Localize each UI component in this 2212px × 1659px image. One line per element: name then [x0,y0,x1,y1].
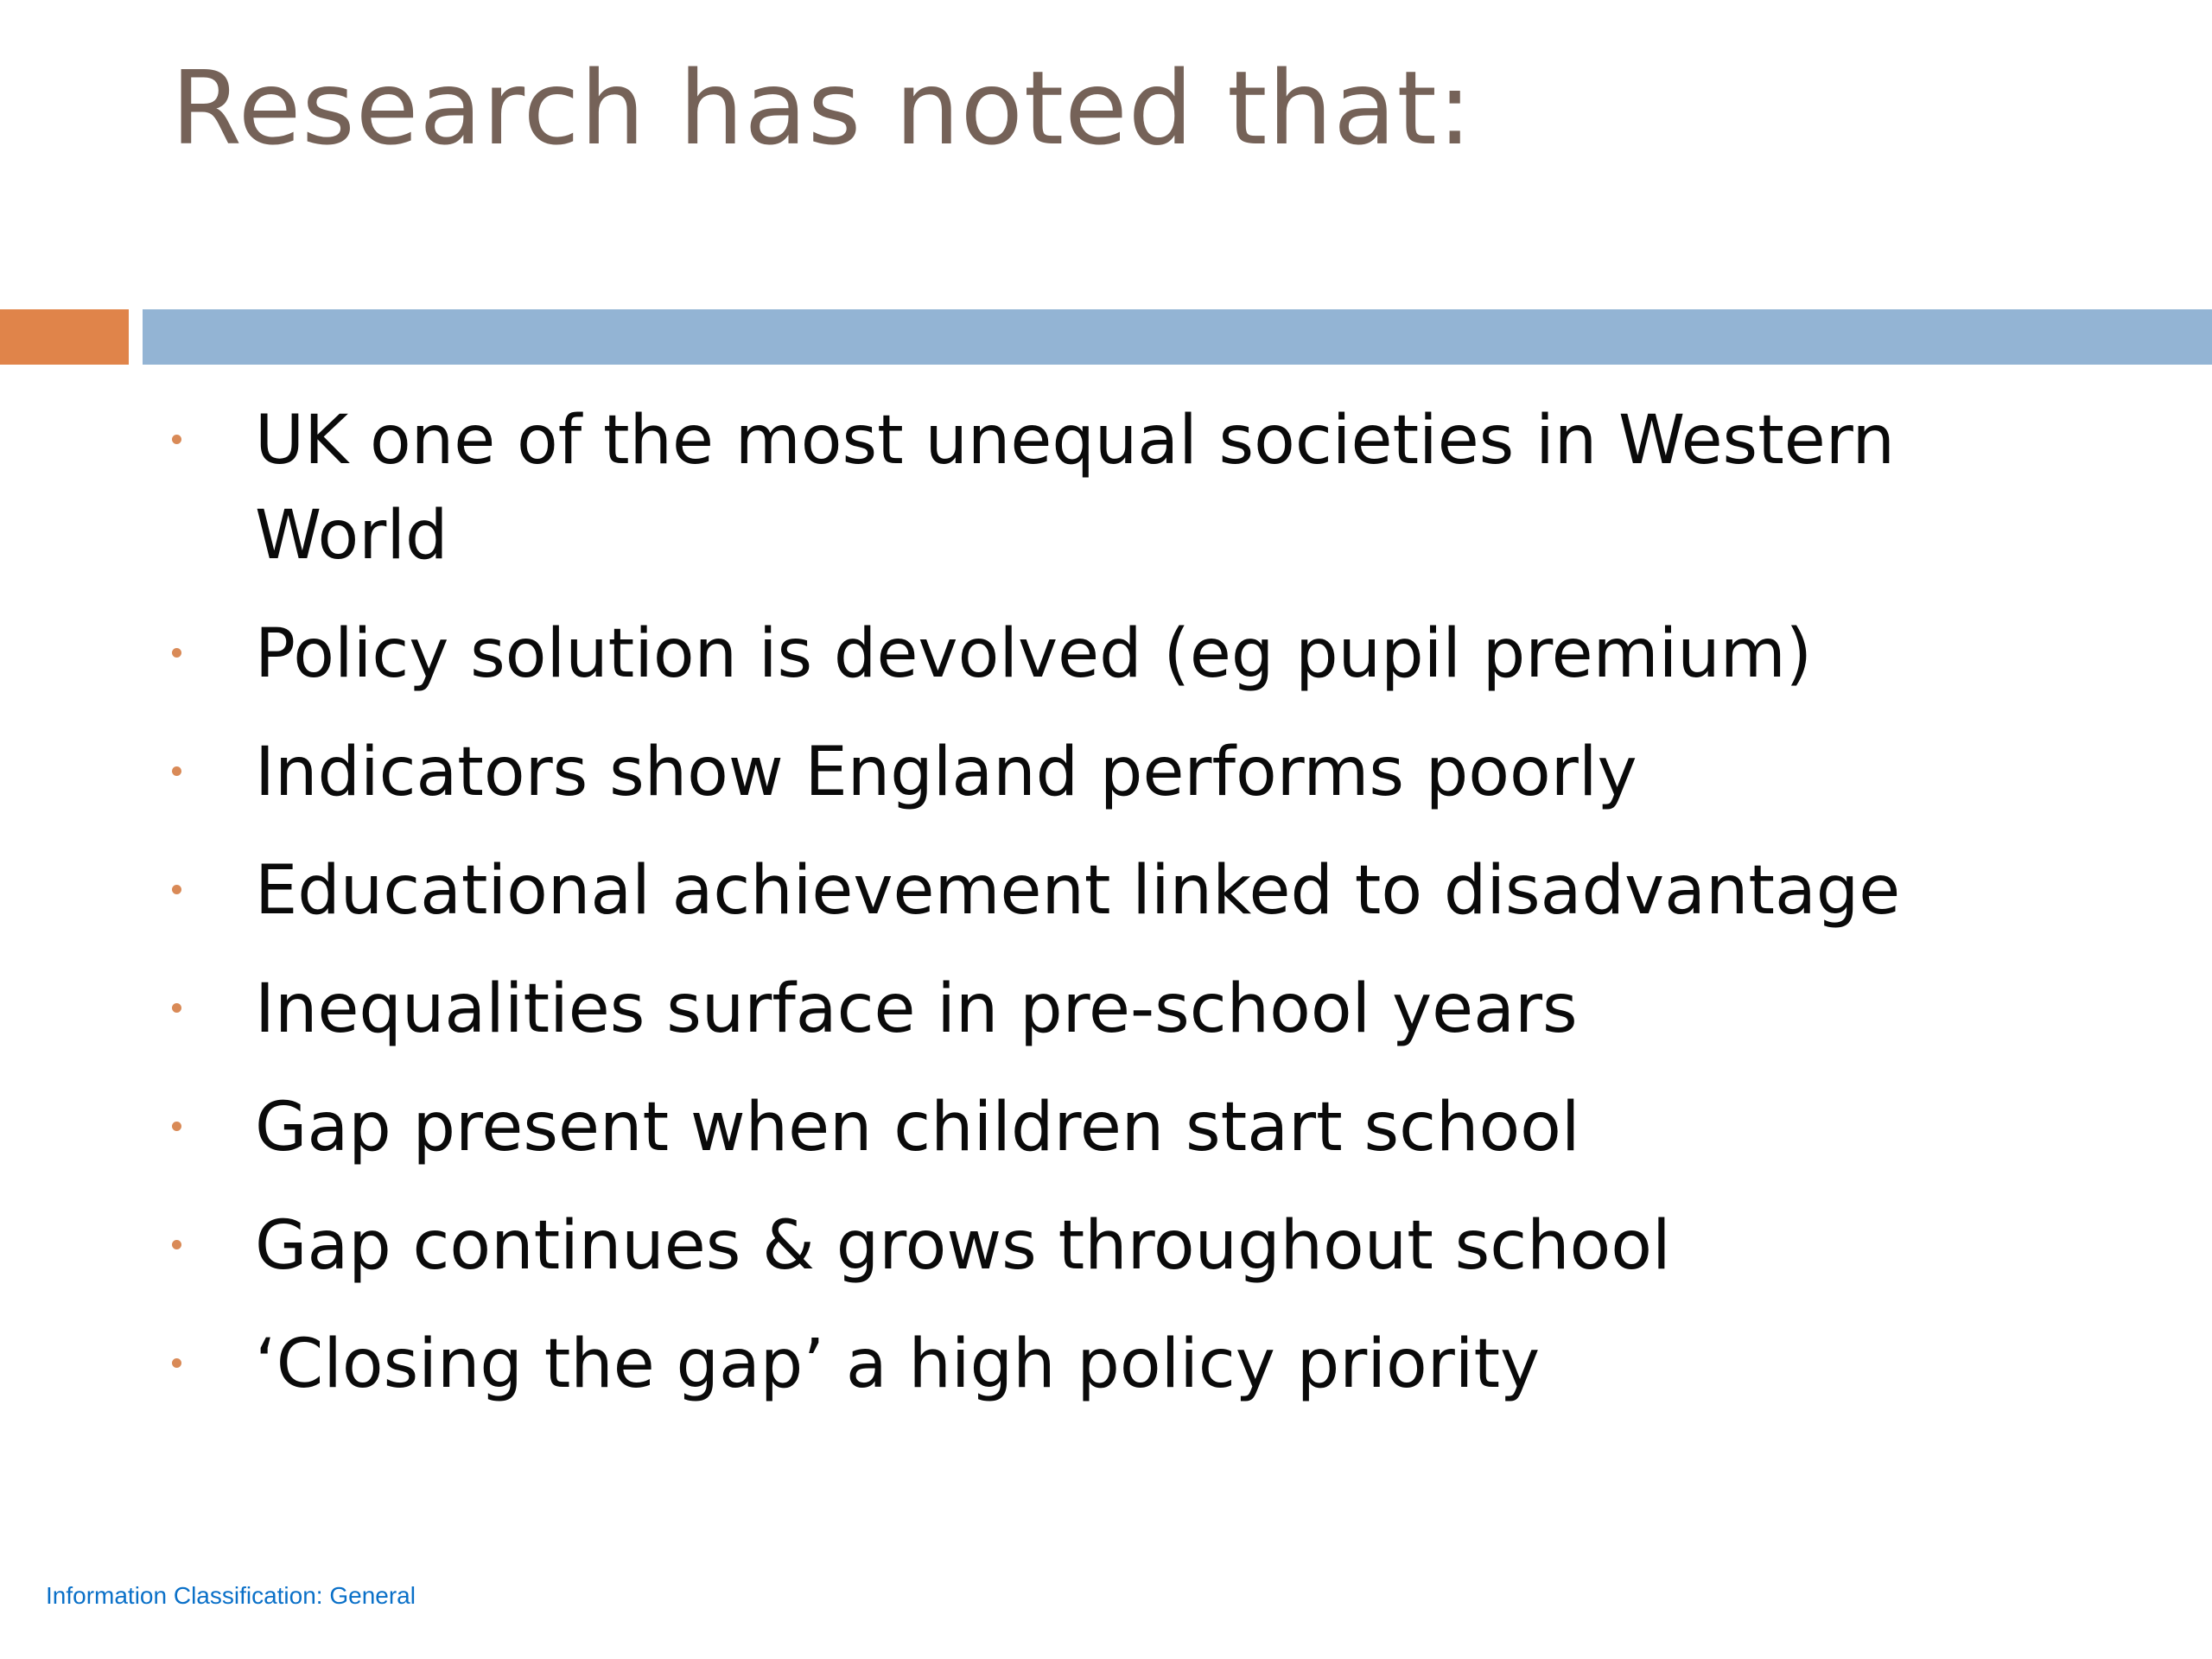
bullet-dot-icon [172,1358,181,1368]
bullet-text: Gap present when children start school [255,1089,1580,1166]
bullet-item [0,1317,2212,1412]
bullet-item [0,607,2212,702]
bullet-item [0,725,2212,820]
bullet-dot-icon [172,1003,181,1013]
bullet-item [0,1080,2212,1175]
bullet-text: ‘Closing the gap’ a high policy priority [255,1325,1541,1403]
bullet-dot-icon [172,1240,181,1249]
classification-label: Information Classification: General [46,1582,416,1609]
bullet-text: Policy solution is devolved (eg pupil premium) [255,615,1813,693]
bullet-text: UK one of the most unequal societies in Western World [255,402,1895,575]
bullet-dot-icon [172,648,181,658]
bullet-item [0,843,2212,938]
bullet-item [0,1198,2212,1294]
accent-bar-orange [0,309,129,365]
bullet-text: Indicators show England performs poorly [255,734,1637,811]
bullet-dot-icon [172,766,181,776]
bullet-dot-icon [172,435,181,444]
bullet-text: Inequalities surface in pre-school years [255,970,1578,1048]
bullet-dot-icon [172,1122,181,1131]
bullet-text: Educational achievement linked to disadvantage [255,852,1901,930]
bullet-list [0,393,2212,1435]
bullet-item [0,393,2212,583]
bullet-dot-icon [172,885,181,894]
accent-bar-blue [143,309,2212,365]
bullet-text: Gap continues & grows throughout school [255,1207,1671,1285]
slide-title: Research has noted that: [171,48,1473,168]
bullet-item [0,962,2212,1057]
